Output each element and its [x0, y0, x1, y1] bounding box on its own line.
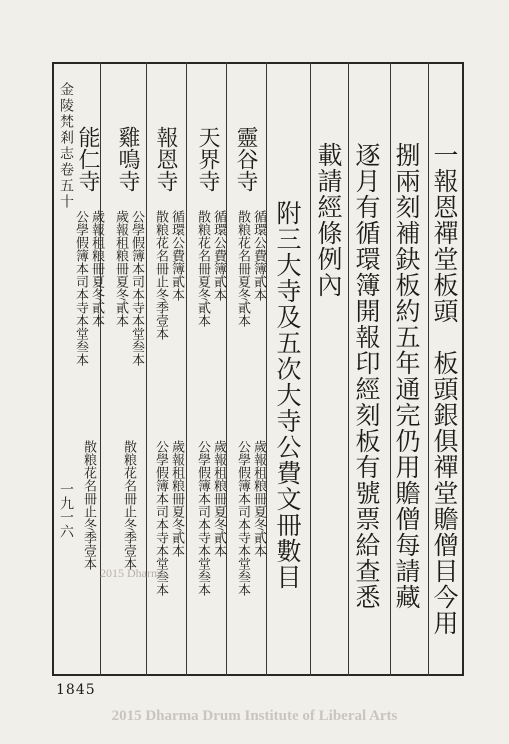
entry: 歲報租粮冊夏冬貳本: [113, 210, 128, 327]
entry: 循環公費簿貳本: [251, 210, 266, 301]
entry: 散粮花名冊止冬季壹本: [81, 440, 96, 570]
temple-name-linggu: 靈谷寺: [233, 126, 258, 192]
column-rule: [348, 62, 349, 676]
column-rule: [146, 62, 147, 676]
column-rule: [310, 62, 311, 676]
column-rule: [428, 62, 429, 676]
column-rule: [100, 62, 101, 676]
text-column-3: 逐月有循環簿開報印經刻板有號票給查悉: [352, 142, 381, 610]
entry: 歲報租粮冊夏冬貳本: [251, 440, 266, 557]
text-column-1: 一報恩禪堂板頭 板頭銀俱禪堂贍僧目今用: [430, 142, 459, 636]
entry: 公學假簿本司本寺本堂叁本: [235, 440, 250, 596]
temple-name-baoen: 報恩寺: [153, 126, 178, 192]
entry: 散粮花名冊夏冬貳本: [195, 210, 210, 327]
watermark: 2015 Dharma Drum Institute of Liberal Arts: [111, 708, 398, 724]
margin-page-marker: 一九一六: [58, 482, 74, 538]
page-number: 1845: [56, 682, 96, 698]
entry: 公學假簿本司本寺本堂叁本: [129, 210, 144, 366]
temple-name-jiming: 雞鳴寺: [115, 126, 140, 192]
column-rule: [186, 62, 187, 676]
text-column-2: 捌兩刻補鈌板約五年通完仍用贍僧每請藏: [392, 142, 421, 610]
column-rule: [226, 62, 227, 676]
entry: 循環公費簿貳本: [211, 210, 226, 301]
entry: 公學假簿本司本寺本堂叁本: [195, 440, 210, 596]
watermark-small: 2015 Dharma: [100, 566, 166, 580]
temple-name-tianjie: 天界寺: [195, 126, 220, 192]
section-heading: 附三大寺及五次大寺公費文冊數目: [273, 200, 302, 590]
margin-book-title: 金陵梵剎志卷五十: [58, 82, 74, 210]
entry: 散粮花名冊止冬季壹本: [121, 440, 136, 570]
entry: 散粮花名冊止冬季壹本: [153, 210, 168, 340]
entry: 歲報租粮冊夏冬貳本: [211, 440, 226, 557]
text-column-4: 載請經條例內: [314, 142, 343, 298]
entry: 散粮花名冊夏冬貳本: [235, 210, 250, 327]
column-rule: [266, 62, 267, 676]
temple-name-nengren: 能仁寺: [75, 126, 100, 192]
entry: 公學假簿本司本寺本堂叁本: [153, 440, 168, 596]
column-rule: [390, 62, 391, 676]
entry: 歲報租粮冊夏冬貳本: [169, 440, 184, 557]
entry: 歲報租粮冊夏冬貳本: [89, 210, 104, 327]
entry: 循環公費簿貳本: [169, 210, 184, 301]
entry: 公學假簿本司本寺本堂叁本: [73, 210, 88, 366]
